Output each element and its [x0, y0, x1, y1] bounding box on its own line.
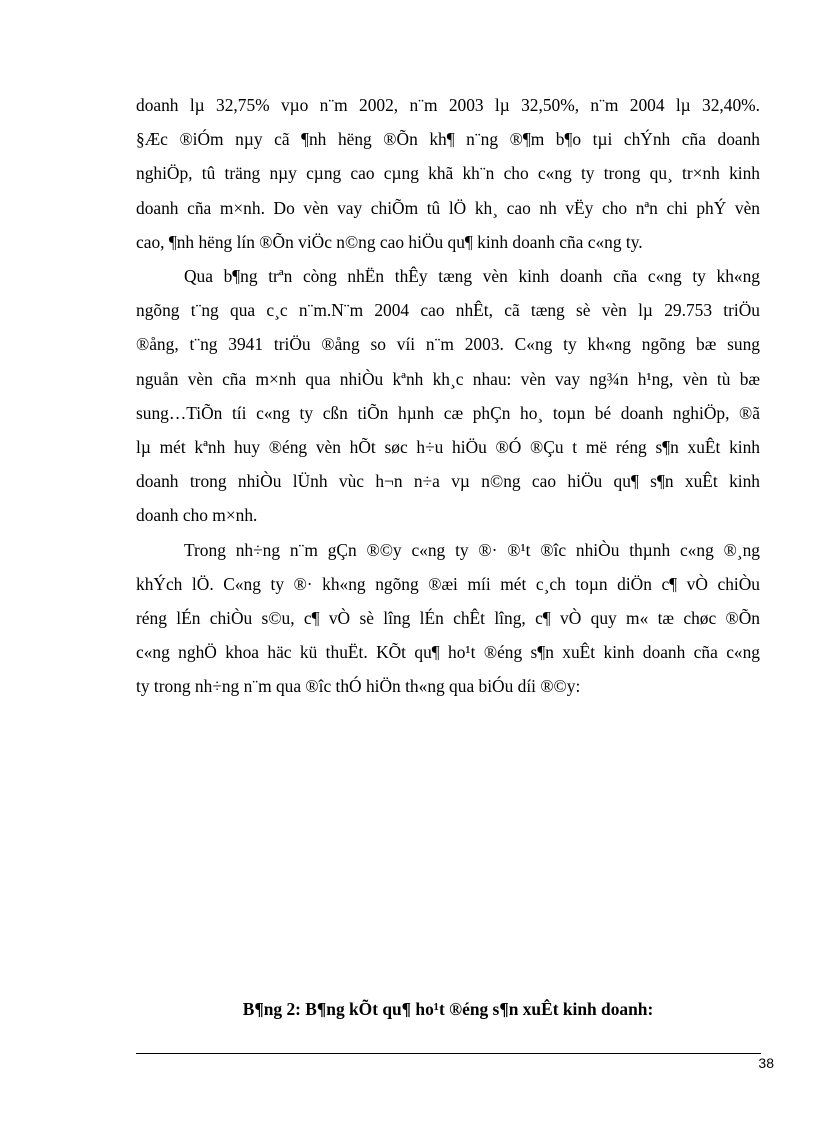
text-line: Qua b¶ng trªn còng nhËn thÊy tæng vèn kinh doanh cña c«ng ty kh«ng	[184, 266, 760, 287]
text-line: §Æc ®iÓm nµy cã ¶nh hëng ®Õn kh¶ n¨ng ®¶m b¶o tµi chÝnh cña doanh	[136, 129, 760, 150]
text-line: c«ng nghÖ khoa häc kü thuËt. KÕt qu¶ ho¹t ®éng s¶n xuÊt kinh doanh cña c«ng	[136, 642, 760, 663]
text-line: khÝch lÖ. C«ng ty ®· kh«ng ngõng ®æi míi mét c¸ch toµn diÖn c¶ vÒ chiÒu	[136, 573, 760, 594]
page-number: 38	[758, 1055, 774, 1071]
text-line: sung…TiÕn tíi c«ng ty cßn tiÕn hµnh cæ phÇn ho¸ toµn bé doanh nghiÖp, ®ã	[136, 402, 760, 423]
text-line: nguån vèn cña m×nh qua nhiÒu kªnh kh¸c nhau: vèn vay ng¾n h¹ng, vèn tù bæ	[136, 368, 760, 389]
text-line: réng lÉn chiÒu s©u, c¶ vÒ sè lîng lÉn chÊt lîng, c¶ vÒ quy m« tæ chøc ®Õn	[136, 608, 760, 629]
text-line: nghiÖp, tû träng nµy cµng cao cµng khã kh¨n cho c«ng ty trong qu¸ tr×nh kinh	[136, 163, 760, 184]
footer-divider	[136, 1053, 761, 1054]
text-line: cao, ¶nh hëng lín ®Õn viÖc n©ng cao hiÖu qu¶ kinh doanh cña c«ng ty.	[136, 231, 643, 252]
text-line: Trong nh÷ng n¨m gÇn ®©y c«ng ty ®· ®¹t ®îc nhiÒu thµnh c«ng ®¸ng	[184, 539, 760, 560]
text-line: lµ mét kªnh huy ®éng vèn hÕt søc h÷u hiÖu ®Ó ®Çu t më réng s¶n xuÊt kinh	[136, 437, 760, 458]
body-text	[136, 88, 760, 704]
text-line: doanh lµ 32,75% vµo n¨m 2002, n¨m 2003 lµ 32,50%, n¨m 2004 lµ 32,40%.	[136, 95, 760, 115]
paragraph-capital-ratio	[136, 88, 760, 259]
text-line: doanh cña m×nh. Do vèn vay chiÕm tû lÖ kh¸ cao nh vËy cho nªn chi phÝ vèn	[136, 197, 760, 218]
text-line: doanh trong nhiÒu lÜnh vùc h¬n n÷a vµ n©ng cao hiÖu qu¶ s¶n xuÊt kinh	[136, 471, 760, 492]
text-line: ngõng t¨ng qua c¸c n¨m.N¨m 2004 cao nhÊt, cã tæng sè vèn lµ 29.753 triÖu	[136, 300, 760, 321]
text-line: ®ång, t¨ng 3941 triÖu ®ång so víi n¨m 2003. C«ng ty kh«ng ngõng bæ sung	[136, 334, 760, 355]
text-line: doanh cho m×nh.	[136, 505, 258, 526]
text-line: ty trong nh÷ng n¨m qua ®îc thÓ hiÖn th«ng qua biÓu díi ®©y:	[136, 676, 581, 697]
paragraph-capital-growth	[136, 259, 760, 533]
paragraph-achievements	[136, 533, 760, 704]
table-caption: B¶ng 2: B¶ng kÕt qu¶ ho¹t ®éng s¶n xuÊt kinh doanh:	[242, 999, 654, 1019]
